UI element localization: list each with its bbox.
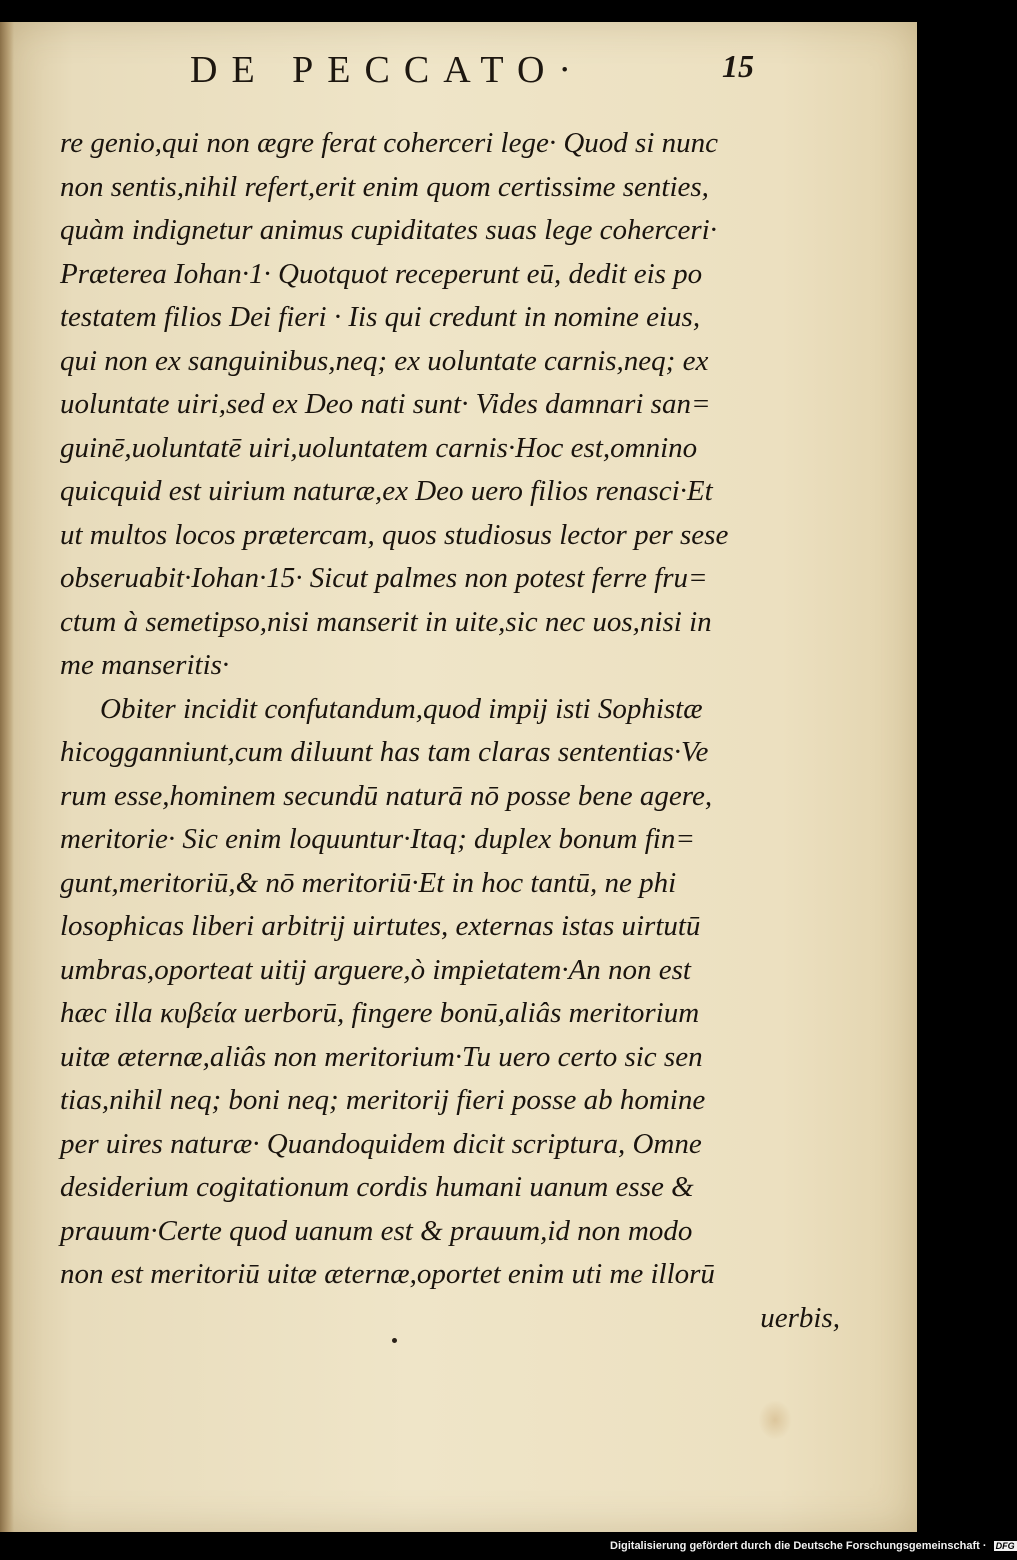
text-line: guinē,uoluntatē uiri,uoluntatem carnis·Hoc est,omnino xyxy=(60,431,698,464)
book-page xyxy=(0,22,917,1532)
text-line: umbras,oporteat uitij arguere,ò impietatem·An non est xyxy=(60,953,691,986)
text-line: gunt,meritoriū,& nō meritoriū·Et in hoc tantū, ne phi xyxy=(60,866,677,899)
text-line: quàm indignetur animus cupiditates suas lege coherceri· xyxy=(60,214,717,246)
text-line: qui non ex sanguinibus,neq; ex uoluntate carnis,neq; ex xyxy=(60,344,709,377)
text-line: testatem filios Dei fieri · Iis qui credunt in nomine eius, xyxy=(60,301,701,333)
text-line-paragraph-start: Obiter incidit confutandum,quod impij isti Sophistæ xyxy=(100,692,703,725)
text-line: tias,nihil neq; boni neq; meritorij fieri posse ab homine xyxy=(60,1084,706,1116)
text-line: non est meritoriū uitæ æternæ,oportet enim uti me illorū xyxy=(60,1258,715,1290)
funding-credit xyxy=(610,1540,1017,1552)
funding-credit-text: Digitalisierung gefördert durch die Deutsche Forschungsgemeinschaft · xyxy=(610,1540,987,1552)
text-line: desiderium cogitationum cordis humani uanum esse & xyxy=(60,1171,694,1203)
ink-speck xyxy=(392,1338,397,1343)
catchword: uerbis, xyxy=(760,1301,840,1334)
text-line: meritorie· Sic enim loquuntur·Itaq; duplex bonum fin= xyxy=(60,823,695,855)
text-line: re genio,qui non ægre ferat coherceri lege· Quod si nunc xyxy=(60,127,719,159)
text-line: obseruabit·Iohan·15· Sicut palmes non potest ferre fru= xyxy=(60,562,708,594)
text-line: ctum à semetipso,nisi manserit in uite,sic nec uos,nisi in xyxy=(60,605,712,638)
text-line: non sentis,nihil refert,erit enim quom certissime senties, xyxy=(60,170,709,203)
paper-stain xyxy=(758,1400,792,1440)
text-line: per uires naturæ· Quandoquidem dicit scriptura, Omne xyxy=(60,1127,702,1160)
text-line: quicquid est uirium naturæ,ex Deo uero filios renasci·Et xyxy=(60,475,713,507)
text-line: losophicas liberi arbitrij uirtutes, externas istas uirtutū xyxy=(60,910,701,942)
text-line: prauum·Certe quod uanum est & prauum,id non modo xyxy=(60,1214,693,1247)
text-line: ut multos locos prætercam, quos studiosus lector per sese xyxy=(60,518,729,551)
page-binding-edge xyxy=(0,22,14,1532)
dfg-logo-icon: DFG xyxy=(995,1541,1015,1552)
text-line: hicogganniunt,cum diluunt has tam claras sententias·Ve xyxy=(60,736,709,768)
running-head: DE PECCATO· xyxy=(190,49,586,91)
text-line: uitæ æternæ,aliâs non meritorium·Tu uero certo sic sen xyxy=(60,1040,703,1073)
body-text xyxy=(60,122,850,1340)
text-line: uoluntate uiri,sed ex Deo nati sunt· Vides damnari san= xyxy=(60,388,711,420)
text-line: me manseritis· xyxy=(60,649,230,681)
page-number: 15 xyxy=(722,48,754,84)
text-line: hæc illa κυβεία uerborū, fingere bonū,aliâs meritorium xyxy=(60,997,700,1029)
text-line: rum esse,hominem secundū naturā nō posse bene agere, xyxy=(60,779,713,812)
text-line: Præterea Iohan·1· Quotquot receperunt eū, dedit eis po xyxy=(60,257,703,290)
